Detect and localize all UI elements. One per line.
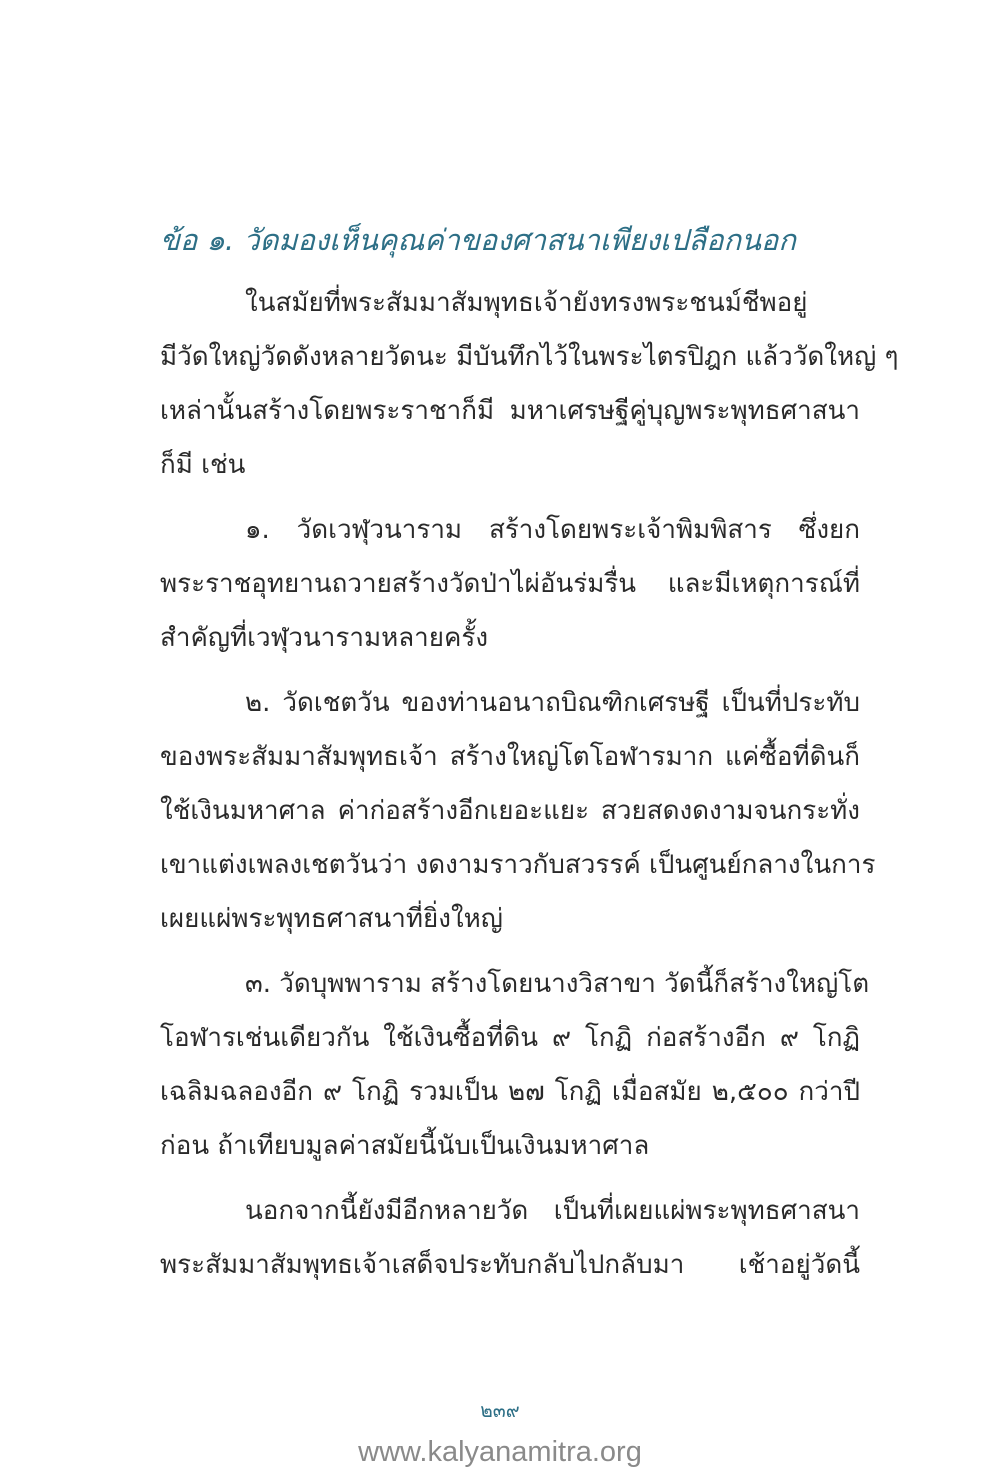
text-line: พระราชอุทยานถวายสร้างวัดป่าไผ่อันร่มรื่น และมีเหตุการณ์ที่ — [160, 569, 860, 599]
paragraph — [160, 957, 870, 1173]
text-line: มีวัดใหญ่วัดดังหลายวัดนะ มีบันทึกไว้ในพระไตรปิฎก แล้ววัดใหญ่ ๆ — [160, 342, 899, 372]
page-number: ๒๓๙ — [480, 1400, 520, 1422]
text-line: ๒. วัดเชตวัน ของท่านอนาถบิณฑิกเศรษฐี เป็นที่ประทับ — [245, 688, 860, 718]
text-line: ของพระสัมมาสัมพุทธเจ้า สร้างใหญ่โตโอฬารมาก แค่ซื้อที่ดินก็ — [160, 742, 860, 772]
text-line: โอฬารเช่นเดียวกัน ใช้เงินซื้อที่ดิน ๙ โกฏิ ก่อสร้างอีก ๙ โกฏิ — [160, 1023, 860, 1053]
text-line: ใช้เงินมหาศาล ค่าก่อสร้างอีกเยอะแยะ สวยสดงดงามจนกระทั่ง — [160, 796, 860, 826]
section-heading: ข้อ ๑. วัดมองเห็นคุณค่าของศาสนาเพียงเปลือกนอก — [160, 223, 796, 257]
text-line: พระสัมมาสัมพุทธเจ้าเสด็จประทับกลับไปกลับมา เช้าอยู่วัดนี้ — [160, 1250, 860, 1280]
paragraph — [160, 676, 876, 946]
text-line: ก่อน ถ้าเทียบมูลค่าสมัยนี้นับเป็นเงินมหาศาล — [160, 1131, 650, 1161]
text-line: ในสมัยที่พระสัมมาสัมพุทธเจ้ายังทรงพระชนม์ชีพอยู่ — [245, 288, 808, 318]
paragraph — [160, 1184, 860, 1292]
text-line: เฉลิมฉลองอีก ๙ โกฏิ รวมเป็น ๒๗ โกฏิ เมื่อสมัย ๒,๕๐๐ กว่าปี — [160, 1077, 860, 1107]
body-text — [160, 276, 899, 1303]
text-line: ๓. วัดบุพพาราม สร้างโดยนางวิสาขา วัดนี้ก็สร้างใหญ่โต — [245, 969, 870, 999]
paragraph — [160, 503, 860, 665]
paragraph — [160, 276, 899, 492]
text-line: ก็มี เช่น — [160, 450, 246, 480]
text-line: เขาแต่งเพลงเชตวันว่า งดงามราวกับสวรรค์ เป็นศูนย์กลางในการ — [160, 850, 876, 880]
text-line: เหล่านั้นสร้างโดยพระราชาก็มี มหาเศรษฐีคู่บุญพระพุทธศาสนา — [160, 396, 860, 426]
text-line: นอกจากนี้ยังมีอีกหลายวัด เป็นที่เผยแผ่พระพุทธศาสนา — [245, 1196, 860, 1226]
footer-url[interactable]: www.kalyanamitra.org — [358, 1436, 642, 1468]
text-line: สำคัญที่เวฬุวนารามหลายครั้ง — [160, 623, 489, 653]
text-line: เผยแผ่พระพุทธศาสนาที่ยิ่งใหญ่ — [160, 904, 503, 934]
text-line: ๑. วัดเวฬุวนาราม สร้างโดยพระเจ้าพิมพิสาร ซึ่งยก — [245, 515, 860, 545]
